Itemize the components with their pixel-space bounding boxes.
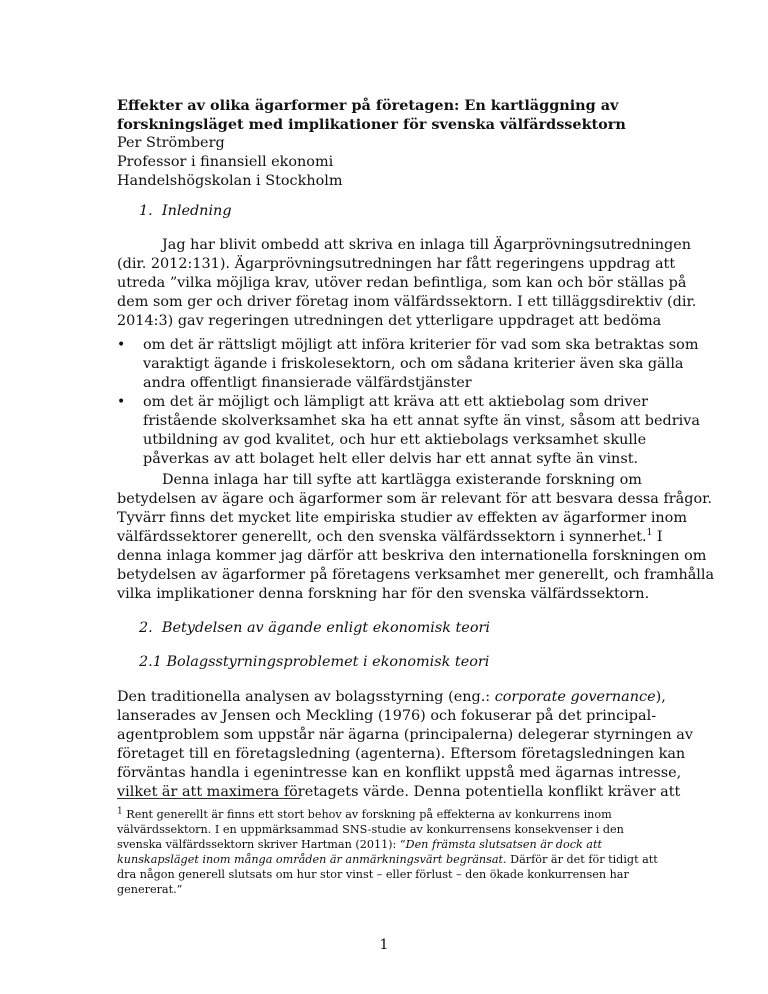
title-line-1: Effekter av olika ägarformer på företagen: En kartläggning av (117, 97, 619, 114)
footnote-line: välvärdssektorn. I en uppmärksammad SNS-studie av konkurrensens konsekvenser i den (117, 823, 624, 836)
paragraph-line: agentproblem som uppstår när ägarna (principalerna) delegerar styrningen av (117, 727, 693, 743)
paragraph-line: utreda ”vilka möjliga krav, utöver redan befintliga, som kan och bör ställas på (117, 275, 687, 291)
bullet-list (117, 336, 700, 469)
footnote (117, 807, 667, 897)
author-position: Professor i finansiell ekonomi (117, 154, 334, 170)
author-name: Per Strömberg (117, 135, 225, 151)
section-2-title: Betydelsen av ägande enligt ekonomisk teori (161, 620, 490, 636)
bullet-marker: • (117, 337, 126, 353)
paragraph-line: betydelsen av ägare och ägarformer som är relevant för att besvara dessa frågor. (117, 491, 712, 507)
paragraph-line: Tyvärr finns det mycket lite empiriska studier av effekten av ägarformer inom (117, 510, 687, 526)
bullet-line: påverkas av att bolaget helt eller delvis har ett annat syfte än vinst. (143, 451, 639, 467)
bullet-line: andra offentligt finansierade välfärdstjänster (143, 375, 472, 391)
page-number: 1 (379, 937, 389, 953)
footnote-line: $^1$ Rent generellt är finns ett stort behov av forskning på effekterna av konkurrens inom (117, 806, 612, 821)
section-1-paragraph-1 (117, 236, 697, 331)
section-1-paragraph-2 (117, 471, 715, 604)
paragraph-line: förväntas handla i egenintresse kan en konflikt uppstå med ägarnas intresse, (117, 765, 682, 781)
author-block (117, 134, 657, 191)
paragraph-line: betydelsen av ägarformer på företagens verksamhet mer generellt, och framhålla (117, 567, 715, 583)
paragraph-line: dem som ger och driver företag inom välfärdssektorn. I ett tilläggsdirektiv (dir. (117, 294, 697, 310)
footnote-line: kunskapsläget inom många områden är anmärkningsvärt begränsat. Därför är det för tidigt att (117, 853, 658, 866)
footnote-reference[interactable]: 1 (646, 528, 653, 539)
paragraph-line: Den traditionella analysen av bolagsstyrning (eng.: corporate governance), (117, 689, 666, 705)
subsection-2-1-heading (139, 653, 679, 672)
document-title (117, 96, 657, 134)
paragraph-line: denna inlaga kommer jag därför att beskriva den internationella forskningen om (117, 548, 707, 564)
bullet-line: utbildning av god kvalitet, och hur ett aktiebolags verksamhet skulle (143, 432, 647, 448)
bullet-line: fristående skolverksamhet ska ha ett annat syfte än vinst, såsom att bedriva (143, 413, 700, 429)
paragraph-line: 2014:3) gav regeringen utredningen det ytterligare uppdraget att bedöma (117, 313, 662, 329)
bullet-line: varaktigt ägande i friskolesektorn, och om sådana kriterier även ska gälla (143, 356, 684, 372)
paragraph-line: lanserades av Jensen och Meckling (1976) och fokuserar på det principal- (117, 708, 657, 724)
paragraph-line: vilka implikationer denna forskning har för den svenska välfärdssektorn. (117, 586, 650, 602)
subsection-title: 2.1 Bolagsstyrningsproblemet i ekonomisk teori (139, 654, 490, 670)
footnote-divider (117, 798, 300, 799)
title-line-2: forskningsläget med implikationer för svenska välfärdssektorn (117, 116, 626, 133)
bullet-item-2 (117, 393, 700, 469)
bullet-item-1 (117, 336, 699, 393)
footnote-line: genererat.” (117, 883, 183, 896)
paragraph-line: (dir. 2012:131). Ägarprövningsutredningen har fått regeringens uppdrag att (117, 256, 676, 272)
footnote-line: dra någon generell slutsats om hur stor vinst – eller förlust – den ökade konkurrensen har (117, 868, 629, 881)
bullet-line: om det är möjligt och lämpligt att kräva att ett aktiebolag som driver (143, 394, 649, 410)
paragraph-line: vilket är att maximera företagets värde. Denna potentiella konflikt kräver att (117, 784, 681, 800)
paragraph-line: välfärdssektorer generellt, och den svenska välfärdssektorn i synnerhet.$^1$ I (117, 528, 663, 545)
section-2-number: 2. (139, 620, 153, 636)
section-2-paragraph (117, 688, 693, 802)
paragraph-line: Jag har blivit ombedd att skriva en inlaga till Ägarprövningsutredningen (162, 237, 691, 253)
footnote-line: svenska välfärdssektorn skriver Hartman (2011): “Den främsta slutsatsen är dock att (117, 838, 602, 851)
paragraph-line: Denna inlaga har till syfte att kartlägga existerande forskning om (162, 472, 642, 488)
section-1-number: 1. (139, 203, 153, 219)
footnote-mark: 1 (117, 806, 123, 817)
section-1-heading (139, 202, 679, 221)
paragraph-line: företaget till en företagsledning (agenterna). Eftersom företagsledningen kan (117, 746, 686, 762)
bullet-marker: • (117, 394, 126, 410)
section-1-title: Inledning (161, 203, 232, 219)
bullet-line: om det är rättsligt möjligt att införa kriterier för vad som ska betraktas som (143, 337, 699, 353)
section-2-heading (139, 619, 679, 638)
author-affiliation: Handelshögskolan i Stockholm (117, 173, 343, 189)
